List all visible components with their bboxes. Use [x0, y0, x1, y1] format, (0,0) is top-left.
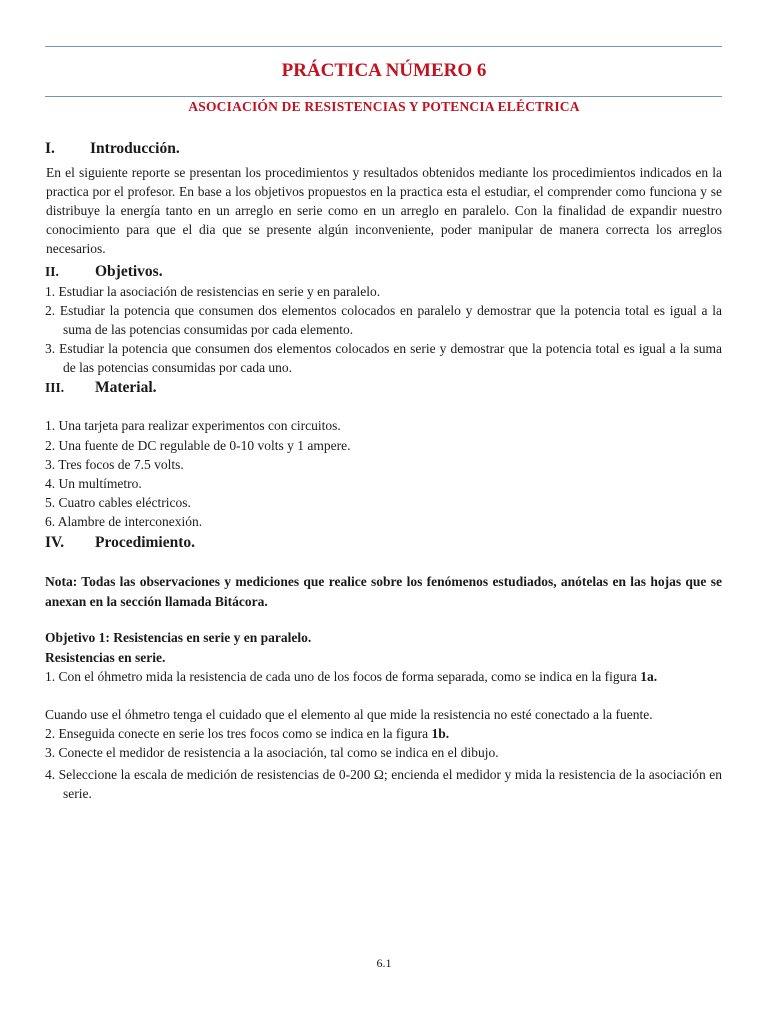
section-title: Procedimiento.	[95, 534, 196, 551]
step-3: 3. Conecte el medidor de resistencia a la asociación, tal como se indica en el dibujo.	[45, 745, 499, 760]
page-title: PRÁCTICA NÚMERO 6	[281, 60, 487, 81]
title-rule	[45, 96, 722, 97]
objetivo-item: 1. Estudiar la asociación de resistencias en serie y en paralelo.	[45, 284, 381, 299]
page-number: 6.1	[376, 956, 392, 970]
nota-paragraph: Nota: Todas las observaciones y mediciones que realice sobre los fenómenos estudiados, anótelas en las hojas que se anexan en la sección llamada Bitácora.	[45, 574, 722, 609]
section-heading-material	[45, 378, 157, 398]
page-subtitle: ASOCIACIÓN DE RESISTENCIAS Y POTENCIA ELÉCTRICA	[188, 99, 580, 114]
material-item: 3. Tres focos de 7.5 volts.	[45, 457, 184, 472]
section-number: I.	[45, 140, 55, 157]
step-2	[45, 724, 722, 743]
ohmetro-note: Cuando use el óhmetro tenga el cuidado que el elemento al que mide la resistencia no esté conectado a la fuente.	[45, 707, 653, 722]
section-number: III.	[45, 380, 65, 395]
serie-heading: Resistencias en serie.	[45, 650, 166, 665]
section-title: Objetivos.	[95, 263, 163, 280]
step-4: 4. Seleccione la escala de medición de resistencias de 0-200 Ω; encienda el medidor y mida la resistencia de la asociación en serie.	[45, 767, 722, 801]
step-2-text: 2. Enseguida conecte en serie los tres focos como se indica en la figura	[45, 726, 429, 741]
section-title: Introducción.	[90, 140, 180, 157]
figure-ref-1b: 1b.	[431, 726, 450, 741]
section-heading-intro	[45, 139, 180, 159]
step-1-text: 1. Con el óhmetro mida la resistencia de cada uno de los focos de forma separada, como se indica en la figura	[45, 669, 637, 684]
section-heading-procedimiento	[45, 533, 195, 553]
objetivo-item: 3. Estudiar la potencia que consumen dos elementos colocados en serie y demostrar que la potencia total es igual a la suma de las potencias consumidas por cada uno.	[45, 341, 722, 375]
section-title: Material.	[95, 379, 157, 396]
objetivo-item: 2. Estudiar la potencia que consumen dos elementos colocados en paralelo y demostrar que la potencia total es igual a la suma de las potencias consumidas por cada elemento.	[45, 303, 722, 337]
figure-ref-1a: 1a.	[640, 669, 658, 684]
material-item: 2. Una fuente de DC regulable de 0-10 volts y 1 ampere.	[45, 438, 351, 453]
material-item: 1. Una tarjeta para realizar experimentos con circuitos.	[45, 418, 341, 433]
section-heading-objetivos	[45, 262, 163, 282]
section-number: II.	[45, 264, 59, 279]
intro-paragraph: En el siguiente reporte se presentan los procedimientos y resultados obtenidos mediante los procedimientos indicados en la practica por el profesor. En base a los objetivos propuestos en la practica esta el estudiar, el comprender como funciona y se distribuye la energía tanto en un arreglo en serie como en un arreglo en paralelo. Con la finalidad de expandir nuestro conocimiento para que el dia que se presente algún inconveniente, poder manipular de manera correcta los arreglos necesarios.	[46, 165, 722, 256]
objetivo1-heading: Objetivo 1: Resistencias en serie y en paralelo.	[45, 630, 312, 645]
material-item: 4. Un multímetro.	[45, 476, 142, 491]
material-item: 6. Alambre de interconexión.	[45, 514, 203, 529]
section-number: IV.	[45, 534, 65, 551]
material-item: 5. Cuatro cables eléctricos.	[45, 495, 191, 510]
step-1	[45, 667, 722, 686]
top-rule	[45, 46, 722, 47]
